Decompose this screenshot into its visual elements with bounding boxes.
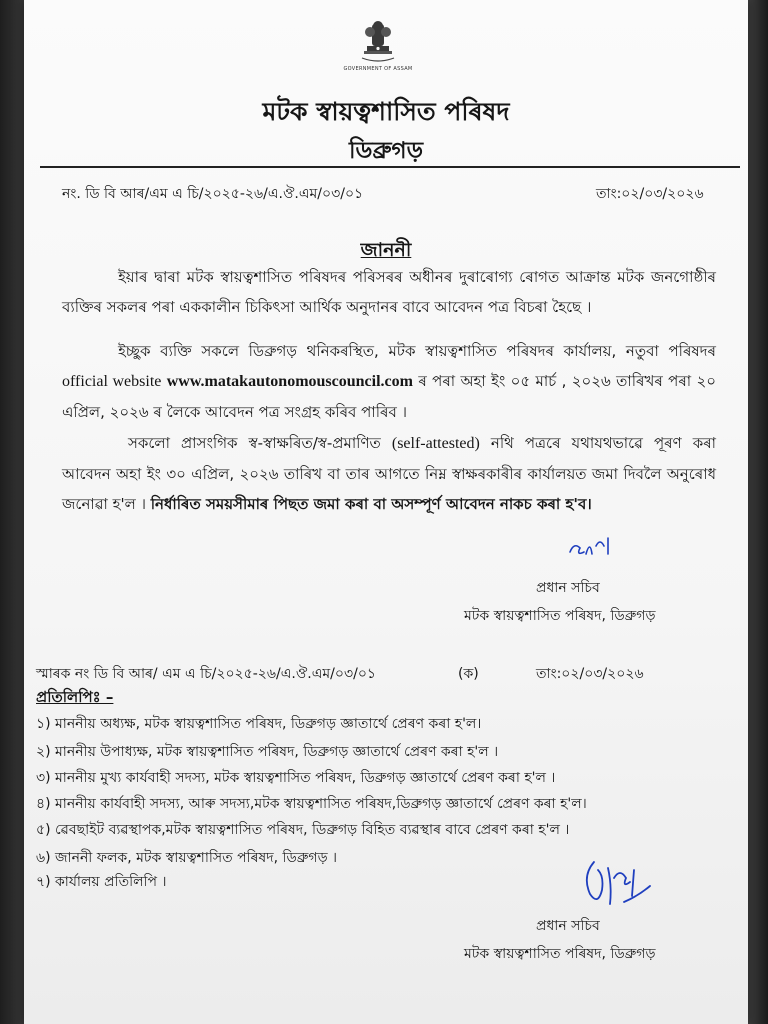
copy-item: ৬) জাননী ফলক, মটক স্বায়ত্বশাসিত পৰিষদ, ডিব্রুগড় । bbox=[36, 850, 338, 866]
copy-item: ১) মাননীয় অধ্যক্ষ, মটক স্বায়ত্বশাসিত পৰিষদ, ডিব্রুগড় জ্ঞাতাৰ্থে প্ৰেৰণ কৰা হ'ল। bbox=[36, 716, 482, 732]
background-right-edge bbox=[746, 0, 768, 1024]
deadline-warning: নিৰ্ধাৰিত সময়সীমাৰ পিছত জমা কৰা বা অসম্পূৰ্ণ আবেদন নাকচ কৰা হ'ব। bbox=[150, 495, 592, 513]
copy-item: ৭) কাৰ্যালয় প্ৰতিলিপি । bbox=[36, 874, 167, 890]
notice-paragraph-3 bbox=[62, 428, 716, 519]
copy-item: ৩) মাননীয় মুখ্য কাৰ্যবাহী সদস্য, মটক স্বায়ত্বশাসিত পৰিষদ, ডিব্রুগড় জ্ঞাতাৰ্থে প্ৰেৰণ কৰা হ'ল । bbox=[36, 770, 556, 786]
notice-document bbox=[24, 0, 748, 1024]
header-divider bbox=[40, 166, 740, 168]
signature-icon bbox=[564, 856, 654, 912]
para2-text-b: ৰ পৰা অহা ইং ০৫ মাৰ্চ , ২০২৬ তাৰিখৰ পৰা ২০ এপ্ৰিল, ২০২৬ ৰ লৈকে আবেদন পত্ৰ সংগ্ৰহ কৰিব পাৰিব । bbox=[62, 372, 716, 421]
office-title: মটক স্বায়ত্বশাসিত পৰিষদ bbox=[262, 97, 510, 126]
para2-text-a: ইচ্ছুক ব্যক্তি সকলে ডিব্রুগড় থনিকৰস্থিত, মটক স্বায়ত্বশাসিত পৰিষদৰ কাৰ্যালয়, নতুবা পৰিষদৰ bbox=[118, 342, 716, 360]
signatory-office-2: মটক স্বায়ত্বশাসিত পৰিষদ, ডিব্রুগড় bbox=[464, 946, 656, 962]
copies-heading: প্ৰতিলিপিঃ – bbox=[36, 688, 114, 706]
reference-date: তাং:০২/০৩/২০২৬ bbox=[596, 186, 704, 202]
reference-number: নং. ডি বি আৰ/এম এ চি/২০২৫-২৬/এ.ঔ.এম/০৩/০১ bbox=[62, 186, 364, 202]
office-location: ডিব্রুগড় bbox=[348, 138, 424, 164]
memo-number: স্মাৰক নং ডি বি আৰ/ এম এ চি/২০২৫-২৬/এ.ঔ.এম/০৩/০১ bbox=[36, 666, 377, 682]
signatory-designation-2: প্ৰধান সচিব bbox=[536, 918, 600, 934]
memo-suffix: (ক) bbox=[458, 666, 479, 682]
copy-item: ৪) মাননীয় কাৰ্যবাহী সদস্য, আৰু সদস্য,মটক স্বায়ত্বশাসিত পৰিষদ,ডিব্রুগড় জ্ঞাতাৰ্থে প্ৰেৰণ কৰা হ'ল। bbox=[36, 796, 587, 812]
copy-item: ২) মাননীয় উপাধ্যক্ষ, মটক স্বায়ত্বশাসিত পৰিষদ, ডিব্রুগড় জ্ঞাতাৰ্থে প্ৰেৰণ কৰা হ'ল । bbox=[36, 744, 499, 760]
website-label: official website bbox=[62, 373, 162, 390]
signatory-designation: প্ৰধান সচিব bbox=[536, 580, 600, 596]
para1-text: ইয়াৰ দ্বাৰা মটক স্বায়ত্বশাসিত পৰিষদৰ পৰিসৰৰ অধীনৰ দুৰাৰোগ্য ৰোগত আক্ৰান্ত মটক জনগোষ্ঠীৰ ব্যক্তিৰ সকলৰ পৰা এককালীন চিকিৎসা আৰ্থিক অনুদানৰ বাবে আবেদন পত্ৰ বিচৰা হৈছে । bbox=[62, 268, 716, 316]
initials-signature-icon bbox=[564, 532, 624, 562]
signatory-office: মটক স্বায়ত্বশাসিত পৰিষদ, ডিব্রুগড় bbox=[464, 608, 656, 624]
state-emblem-icon bbox=[350, 20, 406, 64]
copy-item: ৫) ৱেবছাইট ব্যৱস্থাপক,মটক স্বায়ত্বশাসিত পৰিষদ, ডিব্রুগড় বিহিত ব্যৱস্থাৰ বাবে প্ৰেৰণ কৰা হ'ল । bbox=[36, 822, 570, 838]
background-left-edge bbox=[0, 0, 26, 1024]
para3-text-b: নথি পত্ৰৰে যথাযথভাৱে পূৰণ কৰা আবেদন অহা ইং ৩০ এপ্ৰিল, ২০২৬ তাৰিখ বা তাৰ আগতে নিম্ন স্বাক্ষৰকাৰীৰ কাৰ্যালয়ত জমা দিবলৈ অনুৰোধ জনোৱা হ'ল । bbox=[62, 434, 716, 513]
memo-date: তাং:০২/০৩/২০২৬ bbox=[536, 666, 644, 682]
notice-paragraph-1 bbox=[62, 262, 716, 322]
emblem-caption: GOVERNMENT OF ASSAM bbox=[343, 66, 413, 72]
para3-text-a: সকলো প্ৰাসংগিক স্ব-স্বাক্ষৰিত/স্ব-প্ৰমাণিত bbox=[128, 434, 381, 452]
self-attested-text: (self-attested) bbox=[391, 435, 480, 452]
notice-heading: জাননী bbox=[360, 239, 412, 261]
notice-paragraph-2 bbox=[62, 336, 716, 427]
website-link[interactable]: www.matakautonomouscouncil.com bbox=[166, 373, 413, 390]
